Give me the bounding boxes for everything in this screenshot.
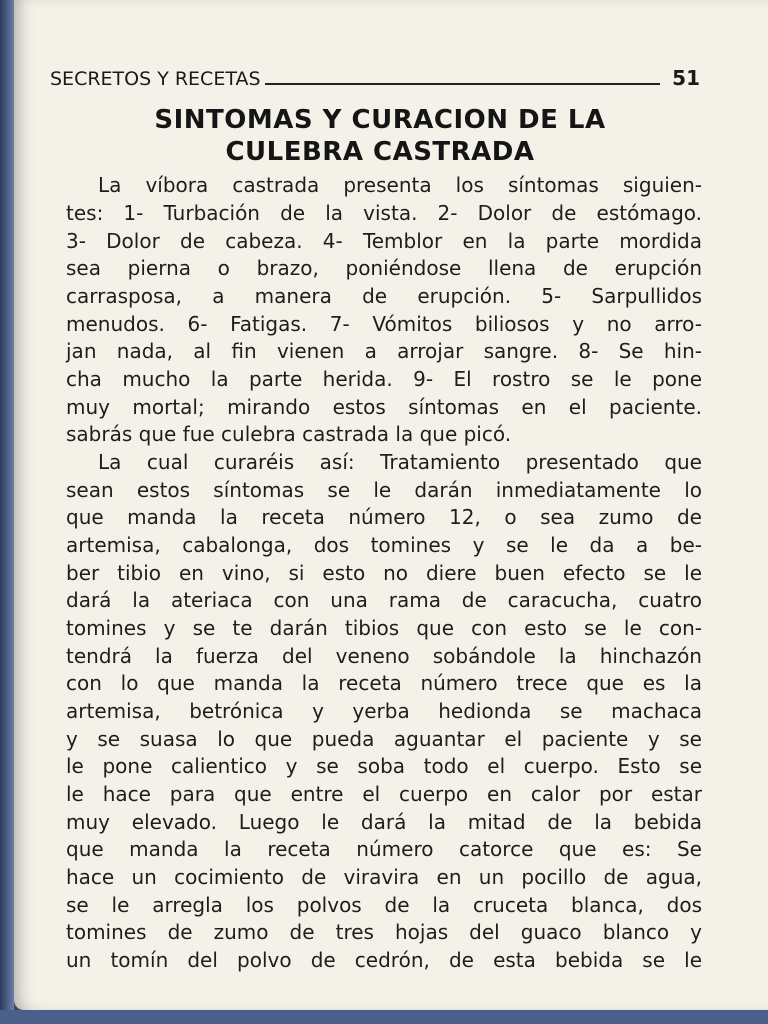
body-line: cha mucho la parte herida. 9- El rostro se le pone — [66, 367, 702, 391]
body-line: que manda la receta número 12, o sea zumo de — [66, 505, 702, 529]
page-number: 51 — [672, 66, 700, 90]
body-line: un tomín del polvo de cedrón, de esta bebida se le — [66, 948, 702, 972]
body-line: dará la ateriaca con una rama de caracucha, cuatro — [66, 588, 702, 612]
header-rule — [265, 83, 661, 85]
book-bottom-edge — [0, 1010, 768, 1024]
book-spine-edge — [0, 0, 14, 1024]
body-line: ber tibio en vino, si esto no diere buen efecto se le — [66, 561, 702, 585]
body-line: 3- Dolor de cabeza. 4- Temblor en la parte mordida — [66, 229, 702, 253]
body-line: menudos. 6- Fatigas. 7- Vómitos biliosos y no arro- — [66, 312, 702, 336]
chapter-title — [60, 104, 700, 168]
body-line: muy mortal; mirando estos síntomas en el paciente. — [66, 395, 702, 419]
body-line: se le arregla los polvos de la cruceta blanca, dos — [66, 893, 702, 917]
body-line: hace un cocimiento de viravira en un pocillo de agua, — [66, 865, 702, 889]
body-line: tomines y se te darán tibios que con esto se le con- — [66, 616, 702, 640]
chapter-title-line-2: CULEBRA CASTRADA — [225, 137, 535, 167]
body-line: jan nada, al fin vienen a arrojar sangre. 8- Se hin- — [66, 339, 702, 363]
body-line: carrasposa, a manera de erupción. 5- Sarpullidos — [66, 284, 702, 308]
body-line: le pone calientico y se soba todo el cuerpo. Esto se — [66, 754, 702, 778]
running-header — [50, 60, 700, 90]
body-line: sean estos síntomas se le darán inmediatamente lo — [66, 478, 702, 502]
body-line: sea pierna o brazo, poniéndose llena de erupción — [66, 256, 702, 280]
body-line: tendrá la fuerza del veneno sobándole la hinchazón — [66, 644, 702, 668]
body-line: que manda la receta número catorce que es: Se — [66, 837, 702, 861]
body-line: artemisa, betrónica y yerba hedionda se machaca — [66, 699, 702, 723]
body-line: sabrás que fue culebra castrada la que picó. — [66, 422, 512, 446]
body-line: le hace para que entre el cuerpo en calor por estar — [66, 782, 702, 806]
chapter-title-line-1: SINTOMAS Y CURACION DE LA — [154, 105, 606, 135]
body-line: tes: 1- Turbación de la vista. 2- Dolor de estómago. — [66, 201, 702, 225]
body-line: La cual curaréis así: Tratamiento presentado que — [98, 450, 702, 474]
body-line: y se suasa lo que pueda aguantar el paciente y se — [66, 727, 702, 751]
body-line: artemisa, cabalonga, dos tomines y se le da a be- — [66, 533, 702, 557]
body-line: con lo que manda la receta número trece que es la — [66, 671, 702, 695]
running-title: SECRETOS Y RECETAS — [50, 68, 261, 90]
body-line: La víbora castrada presenta los síntomas siguien- — [98, 173, 702, 197]
body-line: tomines de zumo de tres hojas del guaco blanco y — [66, 920, 702, 944]
body-line: muy elevado. Luego le dará la mitad de la bebida — [66, 810, 702, 834]
